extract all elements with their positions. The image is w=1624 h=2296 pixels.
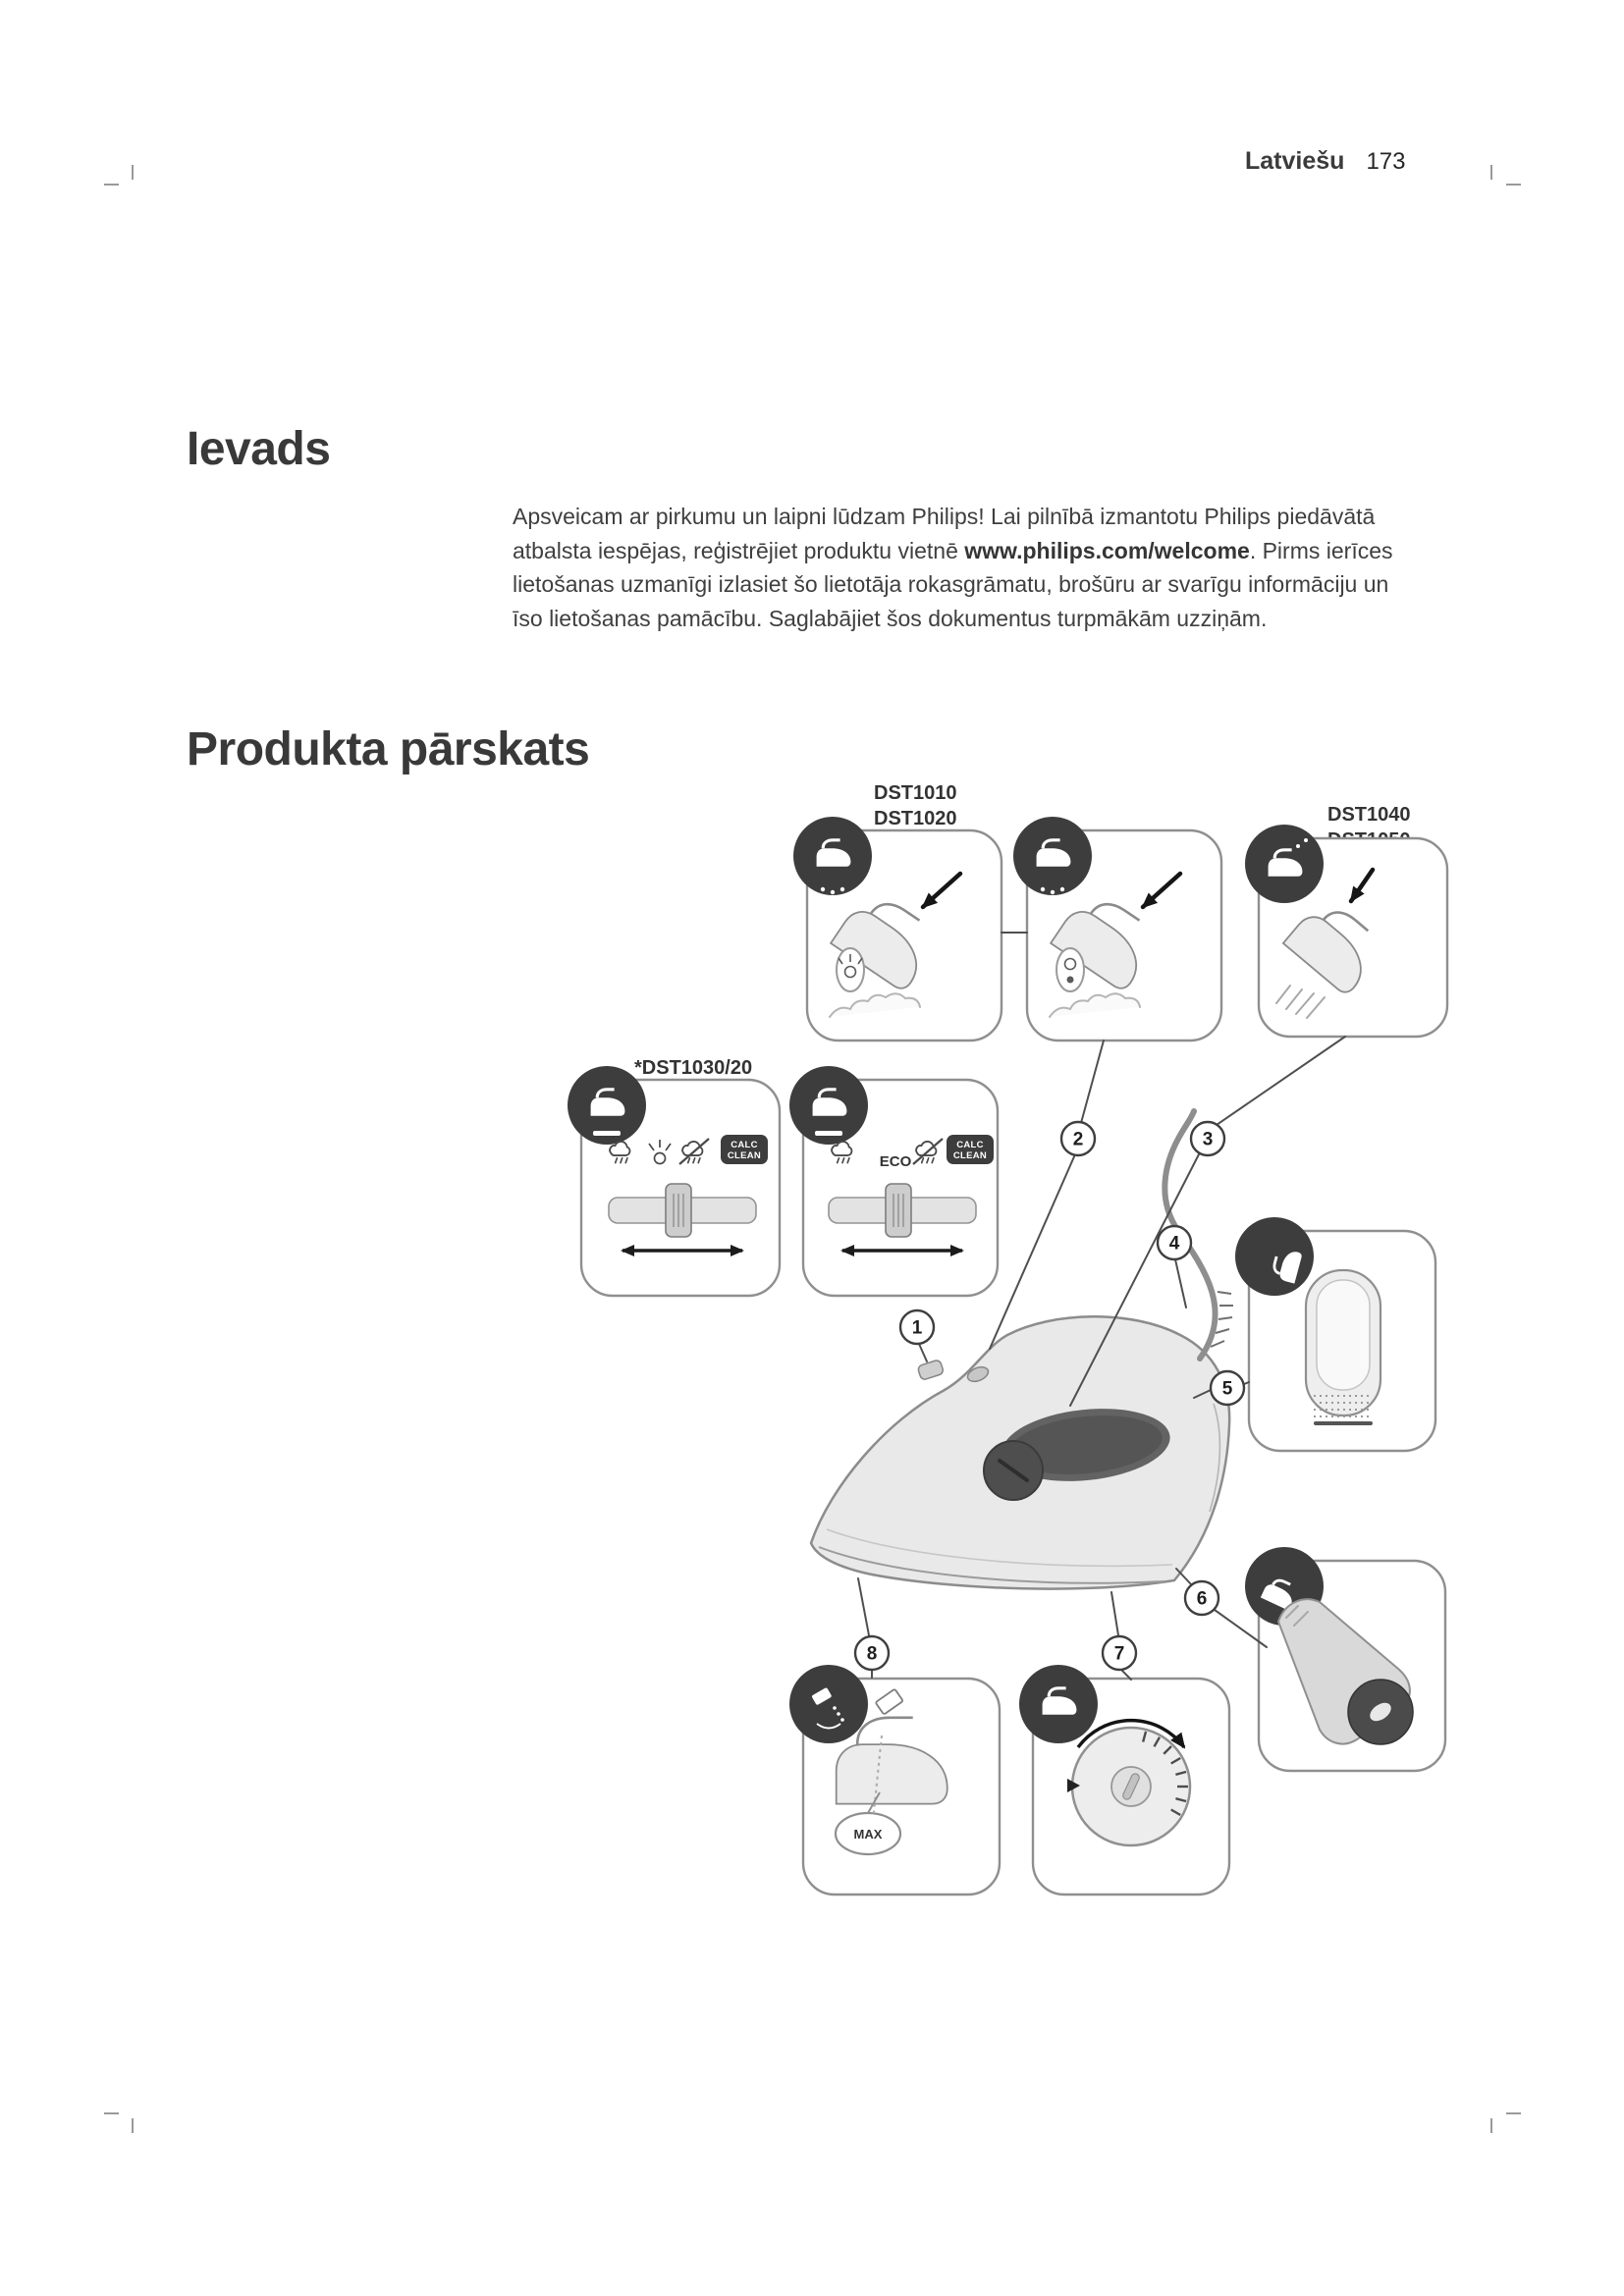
welcome-url[interactable]: www.philips.com/welcome: [964, 537, 1250, 563]
iron-slider-badge-icon: [789, 1066, 868, 1145]
calc-clean-badge: [721, 1135, 768, 1164]
callout-number: 6: [1196, 1588, 1208, 1610]
connector-line: [919, 1344, 927, 1362]
connector-line: [1175, 1259, 1186, 1308]
model-label-line: DST1020: [874, 808, 957, 829]
steam-iron-badge-icon: [793, 817, 872, 895]
iron-slider-badge-icon: [568, 1066, 646, 1145]
panel-steam-shot-a: [793, 817, 1001, 1041]
iron-standing-badge-icon: [1235, 1217, 1314, 1296]
connector-line: [858, 1578, 869, 1635]
model-label-line: *DST1030/20: [634, 1057, 753, 1079]
callout-number: 5: [1221, 1378, 1233, 1400]
callout-8: [855, 1636, 889, 1670]
callout-7: [1103, 1636, 1136, 1670]
overview-heading: Produkta pārskats: [187, 723, 590, 776]
iron-badge-icon: [1019, 1665, 1098, 1743]
spray-nozzle: [917, 1360, 944, 1381]
calc-clean-text: CALC: [731, 1140, 758, 1150]
callout-1: [900, 1310, 934, 1344]
panel-spray: [1245, 825, 1447, 1037]
callout-number: 2: [1072, 1129, 1084, 1150]
max-label: MAX: [853, 1827, 883, 1842]
eco-label: ECO: [879, 1153, 912, 1170]
callout-number: 1: [911, 1317, 923, 1339]
calc-clean-text: CALC: [956, 1140, 984, 1150]
panel-temperature-dial: [1019, 1665, 1229, 1895]
model-label-line: DST1040: [1327, 804, 1411, 826]
steam-trigger-icon: [1056, 948, 1084, 991]
callout-6: [1185, 1581, 1218, 1615]
panel-steam-shot-b: [1013, 817, 1221, 1041]
water-fill-badge-icon: [789, 1665, 868, 1743]
intro-heading: Ievads: [187, 423, 331, 476]
callout-2: [1061, 1122, 1095, 1155]
intro-text-post: . Pirms ierīces lietošanas uzmanīgi izlasiet šo lietotāja rokasgrāmatu, brošūru ar svarīgu informāciju un īso lietošanas pamācību. Saglabājiet šos dokumentus turpmākām uzziņām.: [513, 537, 1393, 631]
callout-number: 3: [1202, 1129, 1214, 1150]
page-number: 173: [1366, 148, 1406, 175]
connector-line: [1217, 1037, 1345, 1125]
callout-3: [1191, 1122, 1224, 1155]
intro-text-pre: Apsveicam ar pirkumu un laipni lūdzam Philips! Lai pilnībā izmantotu Philips piedāvātā atbalsta iespējas, reģistrējiet produktu vietnē: [513, 504, 1376, 563]
panel-steam-selector-eco: [789, 1066, 998, 1296]
steam-iron-badge-icon: [1013, 817, 1092, 895]
calc-clean-text: CLEAN: [952, 1150, 988, 1161]
callout-number: 4: [1168, 1233, 1180, 1255]
panel-steam-selector-a: [568, 1066, 780, 1296]
callout-5: [1211, 1371, 1244, 1405]
heel-rest-illustration: [1306, 1270, 1380, 1423]
connector-line: [1111, 1592, 1118, 1635]
spray-iron-badge-icon: [1245, 825, 1324, 903]
model-label-line: DST1010: [874, 782, 957, 804]
callout-4: [1158, 1226, 1191, 1259]
callout-number: 8: [866, 1643, 878, 1665]
calc-clean-badge: [947, 1135, 994, 1164]
panel-soleplate-detail: [1245, 1547, 1445, 1771]
language-label: Latviešu: [1245, 147, 1345, 175]
panel-heel-rest: [1235, 1217, 1435, 1451]
connector-line: [1081, 1041, 1104, 1123]
panel-water-filling: [789, 1665, 1000, 1895]
callout-number: 7: [1113, 1643, 1125, 1665]
steam-button-icon: [837, 948, 864, 991]
calc-clean-text: CLEAN: [727, 1150, 762, 1161]
